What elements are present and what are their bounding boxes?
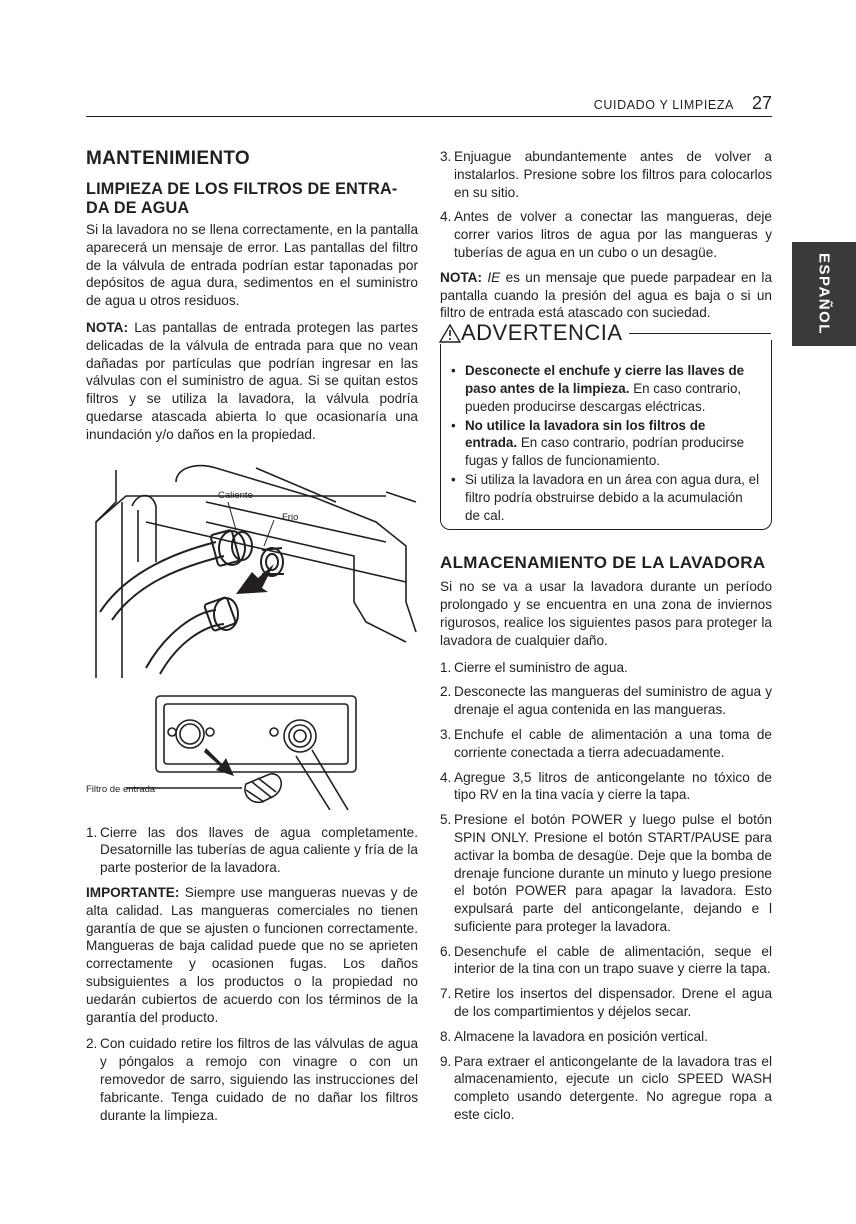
- nota-text: es un mensaje que puede parpadear en la pantalla cuando la presión del agua es baja o si un filtro de entrada está atascado con suciedad.: [440, 269, 773, 321]
- nota-label: NOTA:: [86, 319, 129, 335]
- right-column: [440, 148, 772, 1131]
- list-item: 9. Para extraer el anticongelante de la lavadora tras el almacenamiento, ejecute un ciclo SPEED WASH completo usando detergente. No agregue ropa a este ciclo.: [440, 1053, 772, 1123]
- language-tab-label: ESPAÑOL: [815, 253, 833, 335]
- intro-paragraph: Si la lavadora no se llena correctamente, en la pantalla aparecerá un mensaje de error. Las pantallas del filtro de la válvula de entrada podrían estar taponadas por depósitos de agua dura, sedimentos en el suministro de agua u otros residuos.: [86, 222, 418, 309]
- warning-box: [440, 320, 772, 530]
- warning-list: [451, 362, 761, 524]
- label-inlet-filter: Filtro de entrada: [86, 783, 156, 795]
- filter-steps-continued: [440, 148, 772, 262]
- page-number: 27: [751, 93, 772, 113]
- list-item: 5. Presione el botón POWER y luego pulse el botón SPIN ONLY. Presione el botón START/PAUSE para activar la bomba de desagüe. Deje que la bomba de drenaje funcione durante un minuto y luego presione el botón POWER para apagar la lavadora. Esto expulsará parte del anticongelante, dejando e l suficiente para proteger la lavadora.: [440, 812, 772, 934]
- filters-heading: LIMPIEZA DE LOS FILTROS DE ENTRA-DA DE AGUA: [86, 180, 398, 217]
- list-item: 6. Desenchufe el cable de alimentación, seque el interior de la tina con un trapo suave y cierre la tapa.: [440, 943, 772, 977]
- error-code: IE: [487, 269, 501, 285]
- nota-paragraph: [86, 319, 418, 444]
- list-item: 3. Enjuague abundantemente antes de volver a instalarlos. Presione sobre los filtros para colocarlos en su sitio.: [440, 149, 772, 200]
- importante-label: IMPORTANTE:: [86, 884, 180, 900]
- importante-paragraph: [86, 884, 418, 1026]
- list-item: 4. Antes de volver a conectar las mangueras, deje correr varios litros de agua por las mangueras y tuberías de agua en un cubo o un desagüe.: [440, 209, 772, 260]
- list-item: • Si utiliza la lavadora en un área con agua dura, el filtro podría obstruirse debido a la acumulación de cal.: [451, 471, 761, 524]
- warning-title: ADVERTENCIA: [439, 322, 629, 344]
- inlet-filter-illustration: [86, 692, 418, 810]
- nota-ie-paragraph: [440, 269, 772, 322]
- list-item: 8. Almacene la lavadora en posición vertical.: [440, 1028, 708, 1044]
- label-hot: Caliente: [218, 489, 253, 501]
- label-cold: Frio: [282, 511, 299, 523]
- storage-intro: Si no se va a usar la lavadora durante un período prolongado y se encuentra en una zona de inviernos rigurosos, realice los siguientes pasos para proteger la lavadora de cualquier daño.: [440, 579, 772, 648]
- list-item: 2. Con cuidado retire los filtros de las válvulas de agua y póngalos a remojo con vinagre o con un removedor de sarro, siguiendo las instrucciones del fabricante. Tenga cuidado de no dañar los filtros durante la limpieza.: [86, 1036, 418, 1123]
- list-item: 4. Agregue 3,5 litros de anticongelante no tóxico de tipo RV en la tina vacía y cierre la tapa.: [440, 769, 772, 803]
- main-heading: MANTENIMIENTO: [86, 148, 250, 169]
- list-item: • Desconecte el enchufe y cierre las llaves de paso antes de la limpieza. En caso contrario, pueden producirse descargas eléctricas.: [451, 362, 761, 415]
- hose-connection-illustration: [86, 462, 418, 678]
- list-item: 2. Desconecte las mangueras del suministro de agua y drenaje el agua contenida en las mangueras.: [440, 684, 772, 718]
- nota-text: Las pantallas de entrada protegen las partes delicadas de la válvula de entrada para que no vean dañadas por partículas que podrían ingresar en las válvulas con el suministro de agua. Si se quitan estos filtros y se utiliza la lavadora, la válvula podría quedarse atascada abierta lo que ocasionaría una inundación y/o daños en la propiedad.: [86, 319, 418, 442]
- list-item: 1. Cierre las dos llaves de agua completamente. Desatornille las tuberías de agua caliente y fría de la parte posterior de la lavadora.: [86, 824, 418, 876]
- language-tab: [792, 242, 856, 346]
- storage-steps: [440, 659, 772, 1124]
- list-item: 1. Cierre el suministro de agua.: [440, 659, 628, 675]
- storage-heading: ALMACENAMIENTO DE LA LAVADORA: [440, 553, 766, 573]
- nota-label: NOTA:: [440, 269, 483, 285]
- warning-triangle-icon: [439, 323, 461, 343]
- list-item: 3. Enchufe el cable de alimentación a una toma de corriente conectada a tierra adecuadamente.: [440, 726, 772, 760]
- list-item: • No utilice la lavadora sin los filtros de entrada. En caso contrario, podrían producirse fugas y fallos de funcionamiento.: [451, 417, 761, 470]
- page-header: [86, 94, 772, 117]
- left-column: [86, 148, 418, 1131]
- list-item: 7. Retire los insertos del dispensador. Drene el agua de los compartimientos y déjelos secar.: [440, 986, 772, 1020]
- left-steps-2: [86, 1035, 418, 1124]
- section-title: CUIDADO Y LIMPIEZA: [593, 98, 734, 112]
- importante-text: Siempre use mangueras nuevas y de alta calidad. Las mangueras comerciales no tienen garantía de que se ajusten o funcionen correctamente. Mangueras de baja calidad puede que no se aprieten correctamente y ocasionen fugas. Los daños subsiguientes a los productos o la propiedad no uedarán cubiertos de acuerdo con los términos de la garantía del producto.: [86, 884, 418, 1025]
- left-steps: [86, 824, 418, 877]
